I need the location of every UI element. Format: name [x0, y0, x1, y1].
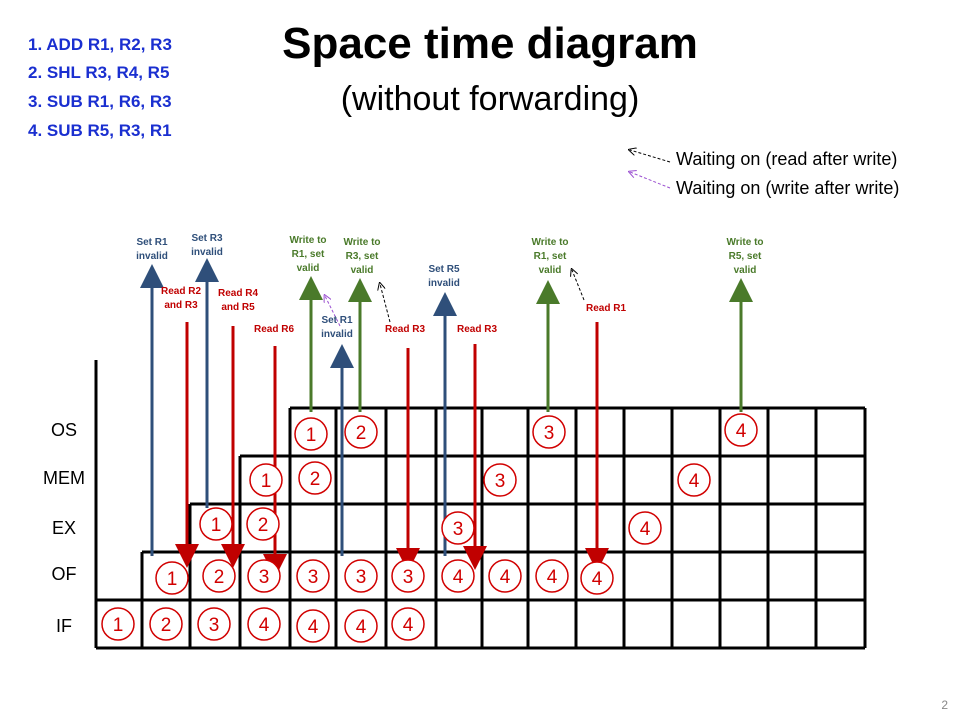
annotation-line: Set R1: [136, 237, 168, 248]
circle-label: 1: [305, 425, 317, 446]
instruction-circle: [345, 560, 377, 592]
annotation-line: invalid: [136, 251, 168, 262]
circle-label: 2: [257, 515, 269, 536]
annotation-line: Set R1: [321, 315, 353, 326]
annotation-line: Read R3: [456, 324, 498, 335]
instruction-circle: [725, 414, 757, 446]
pipeline-grid: [96, 360, 865, 648]
circle-label: 3: [258, 567, 270, 588]
annotation-line: Set R3: [191, 233, 223, 244]
annotation-a10: [428, 264, 460, 289]
circle-label: 4: [639, 519, 651, 540]
instruction-circle: [156, 562, 188, 594]
circle-label: 4: [499, 567, 511, 588]
annotation-a11: [457, 324, 497, 335]
instruction-circle: [533, 416, 565, 448]
instruction-circle: [392, 560, 424, 592]
instruction-circle: [629, 512, 661, 544]
raw-dependency-arrow-1: [380, 284, 390, 322]
instruction-circle: [102, 608, 134, 640]
circle-label: 4: [546, 567, 558, 588]
annotation-line: valid: [538, 265, 562, 276]
circle-label: 2: [355, 423, 367, 444]
instruction-circle: [536, 560, 568, 592]
annotation-line: invalid: [428, 278, 460, 289]
instruction-circle: [198, 608, 230, 640]
annotation-a12: [531, 237, 568, 276]
instruction-circle: [442, 560, 474, 592]
circle-label: 1: [260, 471, 272, 492]
instruction-1: 1. ADD R1, R2, R3: [28, 35, 172, 54]
annotation-line: invalid: [191, 247, 223, 258]
instruction-circle: [442, 512, 474, 544]
circle-label: 4: [258, 615, 270, 636]
annotation-line: and R5: [221, 302, 255, 313]
annotation-a13: [586, 303, 626, 314]
stage-label-os: OS: [50, 420, 78, 440]
annotation-line: Read R3: [384, 324, 426, 335]
circle-label: 2: [213, 567, 225, 588]
instruction-circles: [102, 414, 757, 642]
annotation-a3: [161, 286, 201, 311]
annotation-line: R5, set: [728, 251, 762, 262]
instruction-circle: [297, 610, 329, 642]
circle-label: 1: [210, 515, 222, 536]
annotation-line: and R3: [164, 300, 198, 311]
slide-number: 2: [941, 698, 948, 712]
circle-label: 4: [402, 615, 414, 636]
annotation-line: Set R5: [428, 264, 460, 275]
annotation-line: valid: [733, 265, 757, 276]
instruction-3: 3. SUB R1, R6, R3: [28, 92, 172, 111]
circle-label: 3: [307, 567, 319, 588]
circle-label: 4: [452, 567, 464, 588]
annotation-a14: [726, 237, 763, 276]
annotation-a4: [218, 288, 258, 313]
annotation-a5: [254, 324, 294, 335]
annotation-line: invalid: [321, 329, 353, 340]
instruction-circle: [489, 560, 521, 592]
circle-label: 1: [112, 615, 124, 636]
annotation-line: Write to: [343, 237, 381, 248]
stage-label-ex: EX: [51, 518, 77, 538]
circle-label: 2: [309, 469, 321, 490]
instruction-circle: [150, 608, 182, 640]
circle-label: 4: [307, 617, 319, 638]
annotation-line: R1, set: [533, 251, 567, 262]
instruction-circle: [392, 608, 424, 640]
annotation-line: Read R6: [253, 324, 295, 335]
instruction-circle: [345, 610, 377, 642]
instruction-2: 2. SHL R3, R4, R5: [28, 63, 170, 82]
annotation-a2: [191, 233, 223, 258]
circle-label: 4: [355, 617, 367, 638]
annotation-a8: [321, 315, 353, 340]
annotation-line: Write to: [531, 237, 569, 248]
circle-label: 2: [160, 615, 172, 636]
circle-label: 3: [494, 471, 506, 492]
instruction-4: 4. SUB R5, R3, R1: [28, 121, 172, 140]
stage-label-if: IF: [56, 616, 72, 636]
annotation-a9: [385, 324, 425, 335]
instruction-circle: [250, 464, 282, 496]
instruction-circle: [345, 416, 377, 448]
slide-title: Space time diagram: [282, 19, 698, 68]
annotation-line: Read R2: [160, 286, 202, 297]
instruction-circle: [581, 562, 613, 594]
instruction-circle: [299, 462, 331, 494]
instruction-circle: [247, 508, 279, 540]
instruction-circle: [248, 560, 280, 592]
legend-raw-text: Waiting on (read after write): [676, 149, 898, 169]
annotation-line: valid: [350, 265, 374, 276]
circle-label: 4: [735, 421, 747, 442]
annotation-line: Read R1: [585, 303, 627, 314]
stage-label-of: OF: [51, 564, 77, 584]
annotation-line: Write to: [726, 237, 764, 248]
annotation-line: R1, set: [291, 249, 325, 260]
circle-label: 3: [543, 423, 555, 444]
annotation-line: R3, set: [345, 251, 379, 262]
legend-waw-text: Waiting on (write after write): [676, 178, 900, 198]
stage-label-mem: MEM: [43, 468, 85, 488]
circle-label: 4: [688, 471, 700, 492]
instruction-circle: [248, 608, 280, 640]
circle-label: 3: [355, 567, 367, 588]
slide-subtitle: (without forwarding): [340, 80, 640, 118]
circle-label: 3: [452, 519, 464, 540]
instruction-circle: [297, 560, 329, 592]
circle-label: 3: [402, 567, 414, 588]
annotation-line: Write to: [289, 235, 327, 246]
raw-dependency-arrow-2: [572, 270, 584, 300]
circle-label: 4: [591, 569, 603, 590]
instruction-circle: [295, 418, 327, 450]
annotation-a1: [136, 237, 168, 262]
circle-label: 1: [166, 569, 178, 590]
instruction-circle: [678, 464, 710, 496]
annotation-line: valid: [296, 263, 320, 274]
annotation-a6: [289, 235, 326, 274]
annotation-line: Read R4: [217, 288, 259, 299]
legend-waw-arrow: [630, 172, 670, 188]
circle-label: 3: [208, 615, 220, 636]
legend-raw-arrow: [630, 150, 670, 162]
annotation-labels: [136, 233, 763, 340]
instruction-circle: [203, 560, 235, 592]
instruction-circle: [200, 508, 232, 540]
annotation-a7: [343, 237, 380, 276]
instruction-circle: [484, 464, 516, 496]
